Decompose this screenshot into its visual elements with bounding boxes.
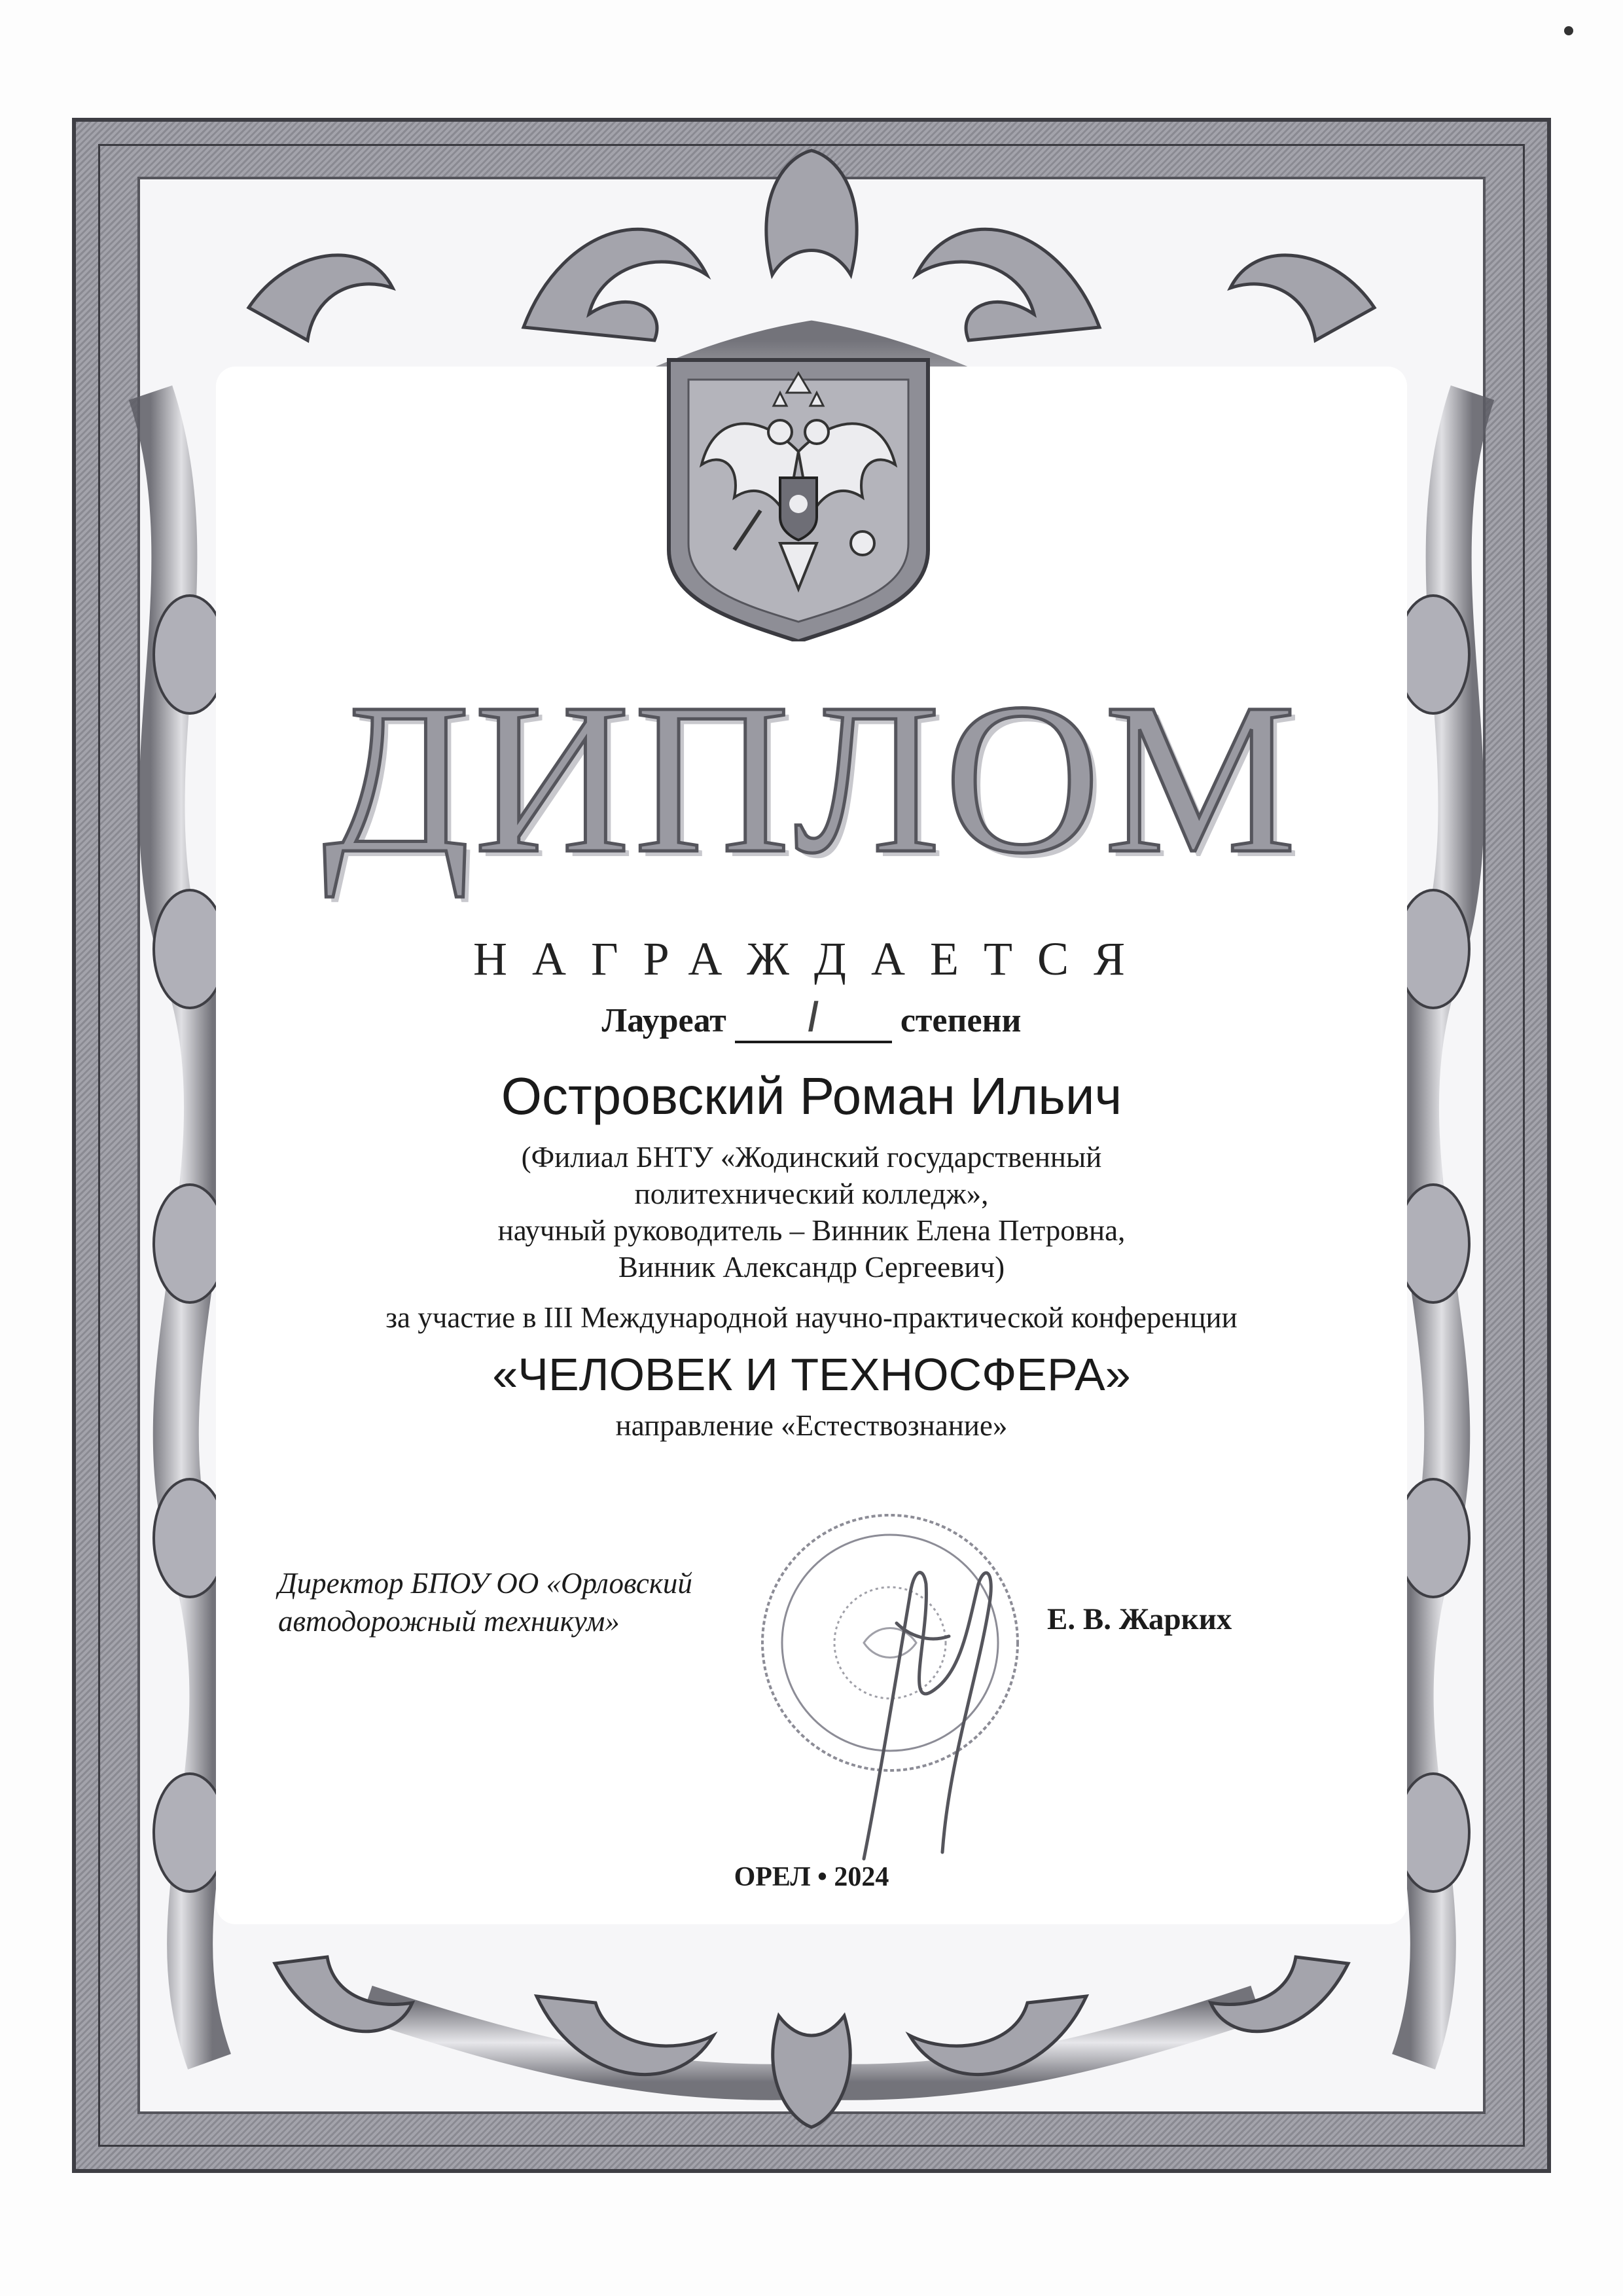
coat-of-arms-icon (662, 353, 935, 641)
handwritten-signature-icon (838, 1545, 1008, 1885)
signatory-title (278, 1564, 802, 1640)
signatory-title-line: Директор БПОУ ОО «Орловский (278, 1567, 692, 1600)
conference-name: «ЧЕЛОВЕК И ТЕХНОСФЕРА» (492, 1349, 1131, 1400)
laureate-prefix: Лауреат (601, 1002, 726, 1039)
city-year: ОРЕЛ • 2024 (734, 1862, 889, 1892)
signatory-title-line: автодорожный техникум» (278, 1605, 620, 1638)
affiliation-line: научный руководитель – Винник Елена Петровна, (497, 1214, 1126, 1247)
laureate-suffix: степени (900, 1002, 1022, 1039)
laureate-line (458, 995, 1165, 1047)
participation-line: за участие в III Международной научно-практической конференции (385, 1301, 1238, 1334)
document-title: ДИПЛОМ (323, 659, 1300, 898)
affiliation-line: политехнический колледж», (634, 1177, 989, 1210)
awardee-name: Островский Роман Ильич (501, 1067, 1122, 1125)
awarded-heading: НАГРАЖДАЕТСЯ (473, 933, 1150, 985)
direction-line: направление «Естествознание» (615, 1409, 1008, 1442)
laureate-degree-handwritten: I (735, 995, 892, 1043)
affiliation-line: Винник Александр Сергеевич) (618, 1251, 1005, 1283)
affiliation-line: (Филиал БНТУ «Жодинский государственный (521, 1141, 1102, 1174)
signatory-name: Е. В. Жарких (1047, 1602, 1232, 1636)
affiliation-block (288, 1139, 1335, 1285)
